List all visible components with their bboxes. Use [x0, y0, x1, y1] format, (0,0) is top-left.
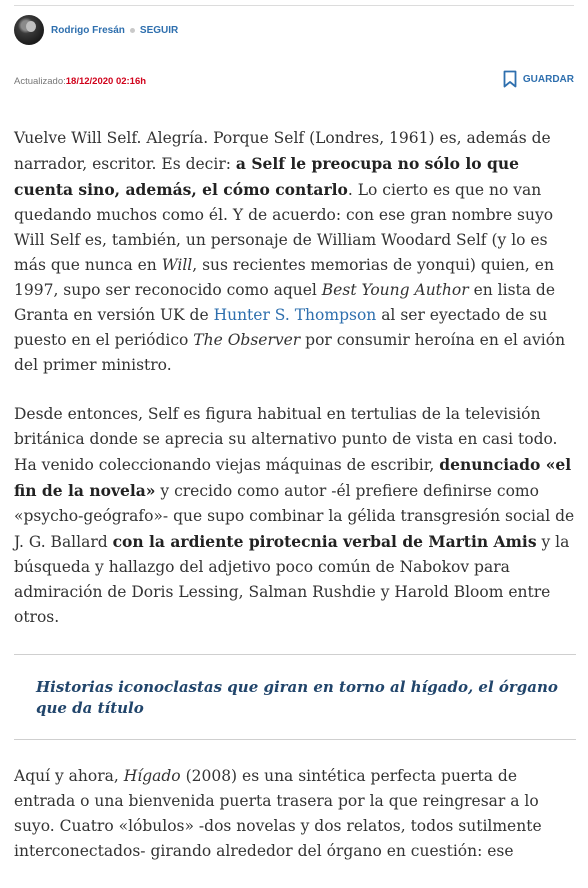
text: (2008) es una sintética perfecta puerta de entrada o una bienvenida puerta trasera por la que reingresar a lo suyo. Cuatro «lóbulos» -dos novelas y dos relatos, todos sutilmente interconectados- girando alrededor del órgano en cuestión: ese: [14, 767, 542, 860]
text: Aquí y ahora,: [14, 767, 124, 785]
author-name[interactable]: Rodrigo Fresán: [51, 24, 125, 36]
author-byline: [14, 15, 178, 45]
text: Vuelve Will Self. Alegría. Porque Self (Londres, 1961) es, además de narrador, escritor. Es decir:: [14, 129, 551, 173]
italic-text: Hígado: [123, 767, 181, 785]
text: , sus recientes memorias de yonqui) quien, en 1997, supo ser reconocido como aquel: [14, 256, 554, 299]
updated-time: 18/12/2020 02:16h: [65, 76, 147, 87]
author-avatar[interactable]: [14, 15, 44, 45]
paragraph-3: [14, 764, 576, 864]
save-button[interactable]: [503, 70, 574, 88]
italic-text: Best Young Author: [321, 281, 469, 299]
text: por consumir heroína en el avión del primer ministro.: [14, 331, 566, 374]
text: en lista de Granta en versión UK de: [14, 281, 556, 324]
text: . Lo cierto es que no van quedando muchos como él. Y de acuerdo: con ese gran nombre suyo Will Self es, también, un personaje de William Woodard Self (y lo es más que nunca en: [14, 181, 554, 274]
text: Desde entonces, Self es figura habitual en tertulias de la televisión británica donde se aprecia su alternativo punto de vista en casi todo. Ha venido coleccionando viejas máquinas de escribir,: [14, 405, 558, 474]
pullquote-divider-bottom: [14, 739, 576, 740]
top-divider: [14, 5, 574, 6]
bold-text: denunciado «el fin de la novela»: [14, 455, 572, 500]
updated-label: Actualizado:: [14, 76, 66, 87]
follow-button[interactable]: SEGUIR: [139, 24, 179, 36]
updated-timestamp: [14, 76, 146, 87]
paragraph-2: [14, 402, 576, 630]
bold-text: a Self le preocupa no sólo lo que cuenta sino, además, el cómo contarlo: [14, 154, 519, 199]
italic-text: The Observer: [193, 331, 301, 349]
paragraph-1: [14, 126, 576, 378]
italic-text: Will: [161, 256, 193, 274]
text: y crecido como autor -él prefiere definirse como «psycho-geógrafo»- que supo combinar la gélida transgresión social de J. G. Ballard: [14, 482, 575, 551]
text: al ser eyectado de su puesto en el periódico: [14, 306, 548, 349]
article-body: [14, 126, 576, 888]
link-hunter-s-thompson[interactable]: Hunter S. Thompson: [213, 306, 377, 324]
separator-dot: [130, 28, 135, 33]
pullquote: Historias iconoclastas que giran en torno al hígado, el órgano que da título: [36, 678, 558, 717]
bookmark-icon: [503, 70, 517, 88]
save-label: GUARDAR: [522, 73, 574, 85]
text: y la búsqueda y hallazgo del adjetivo poco común de Nabokov para admiración de Doris Lessing, Salman Rushdie y Harold Bloom entre otros.: [14, 533, 570, 626]
bold-text: con la ardiente pirotecnia verbal de Martin Amis: [112, 532, 537, 551]
